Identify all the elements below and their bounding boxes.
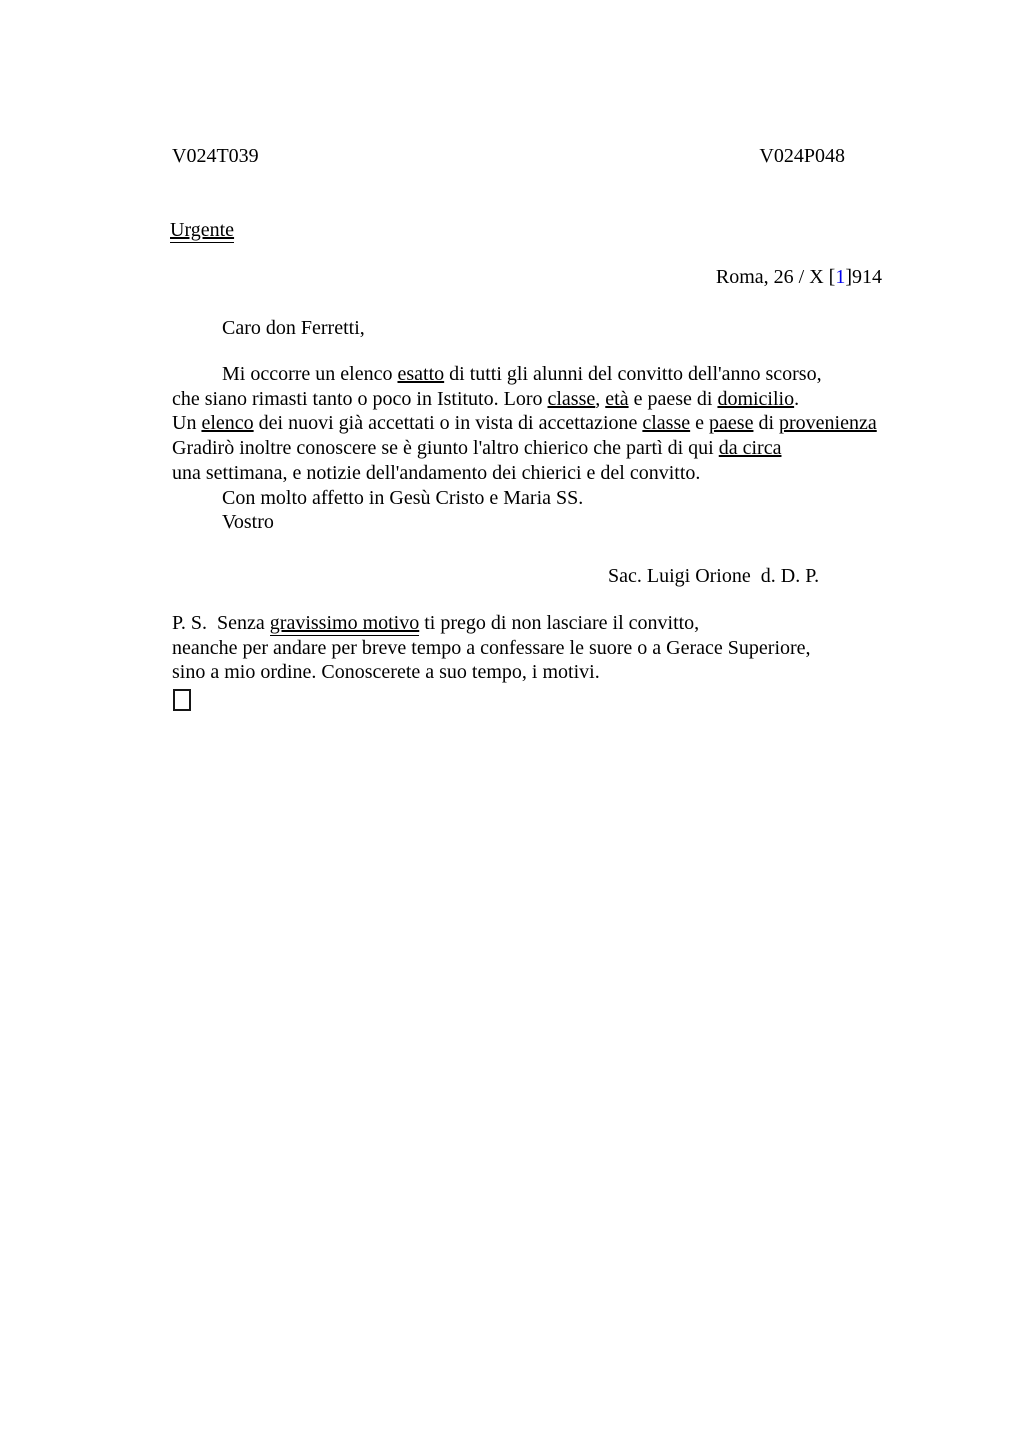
text-segment: ]914 [845, 266, 882, 288]
emphasized-text: esatto [397, 363, 445, 385]
emphasized-text: paese [709, 412, 754, 435]
text-segment: e [690, 412, 710, 435]
body-line [172, 411, 877, 436]
emphasized-text: classe [547, 387, 596, 410]
urgency-label [170, 219, 234, 242]
text-segment: neanche per andare per breve tempo a confessare le suore o a Gerace Superiore, [172, 636, 811, 659]
text-segment: Con molto affetto in Gesù Cristo e Maria SS. [222, 486, 584, 509]
text-segment: di [753, 412, 780, 435]
postscript-line [172, 660, 811, 685]
text-segment: una settimana, e notizie dell'andamento dei chierici e del convitto. [172, 461, 701, 484]
text-segment: che siano rimasti tanto o poco in Istituto. Loro [172, 387, 548, 410]
text-segment: P. S. Senza [172, 612, 270, 634]
emphasized-text: elenco [201, 412, 254, 435]
text-segment: Gradirò inoltre conoscere se è giunto l'altro chierico che partì di qui [172, 437, 719, 460]
text-segment: , [595, 387, 606, 410]
urgency-text: Urgente [170, 219, 235, 241]
letter-body [172, 362, 877, 535]
body-line [172, 436, 877, 461]
dateline [716, 266, 882, 289]
signature: Sac. Luigi Orione d. D. P. [608, 565, 820, 587]
emphasized-text: da circa [718, 437, 782, 460]
archive-codes-row [172, 145, 845, 168]
body-line [172, 510, 877, 535]
body-line [172, 362, 877, 387]
text-segment: Un [172, 412, 202, 435]
text-segment: e paese di [628, 387, 718, 410]
text-segment: sino a mio ordine. Conoscerete a suo tempo, i motivi. [172, 661, 600, 684]
body-line [172, 461, 877, 486]
empty-box-outline [173, 689, 191, 711]
editorial-insertion: 1 [835, 266, 846, 288]
archive-code-left: V024T039 [172, 145, 259, 167]
body-line [172, 486, 877, 511]
text-segment: di tutti gli alunni del convitto dell'anno scorso, [444, 363, 822, 385]
body-line [172, 387, 877, 412]
emphasized-text: gravissimo motivo [269, 612, 420, 634]
archive-code-right: V024P048 [759, 145, 845, 167]
postscript-line [172, 611, 811, 636]
text-segment: Roma, 26 / X [ [715, 266, 836, 288]
salutation: Caro don Ferretti, [222, 317, 365, 339]
empty-box-glyph [173, 689, 191, 711]
emphasized-text: età [605, 387, 629, 410]
emphasized-text: classe [642, 412, 691, 435]
postscript-line [172, 636, 811, 661]
text-segment: dei nuovi già accettati o in vista di accettazione [253, 412, 643, 435]
postscript [172, 611, 811, 685]
text-segment: Vostro [222, 511, 274, 534]
text-segment: Mi occorre un elenco [222, 363, 398, 385]
emphasized-text: domicilio [717, 387, 795, 410]
emphasized-text: provenienza [779, 412, 877, 435]
text-segment: . [794, 387, 800, 410]
text-segment: ti prego di non lasciare il convitto, [419, 612, 700, 634]
